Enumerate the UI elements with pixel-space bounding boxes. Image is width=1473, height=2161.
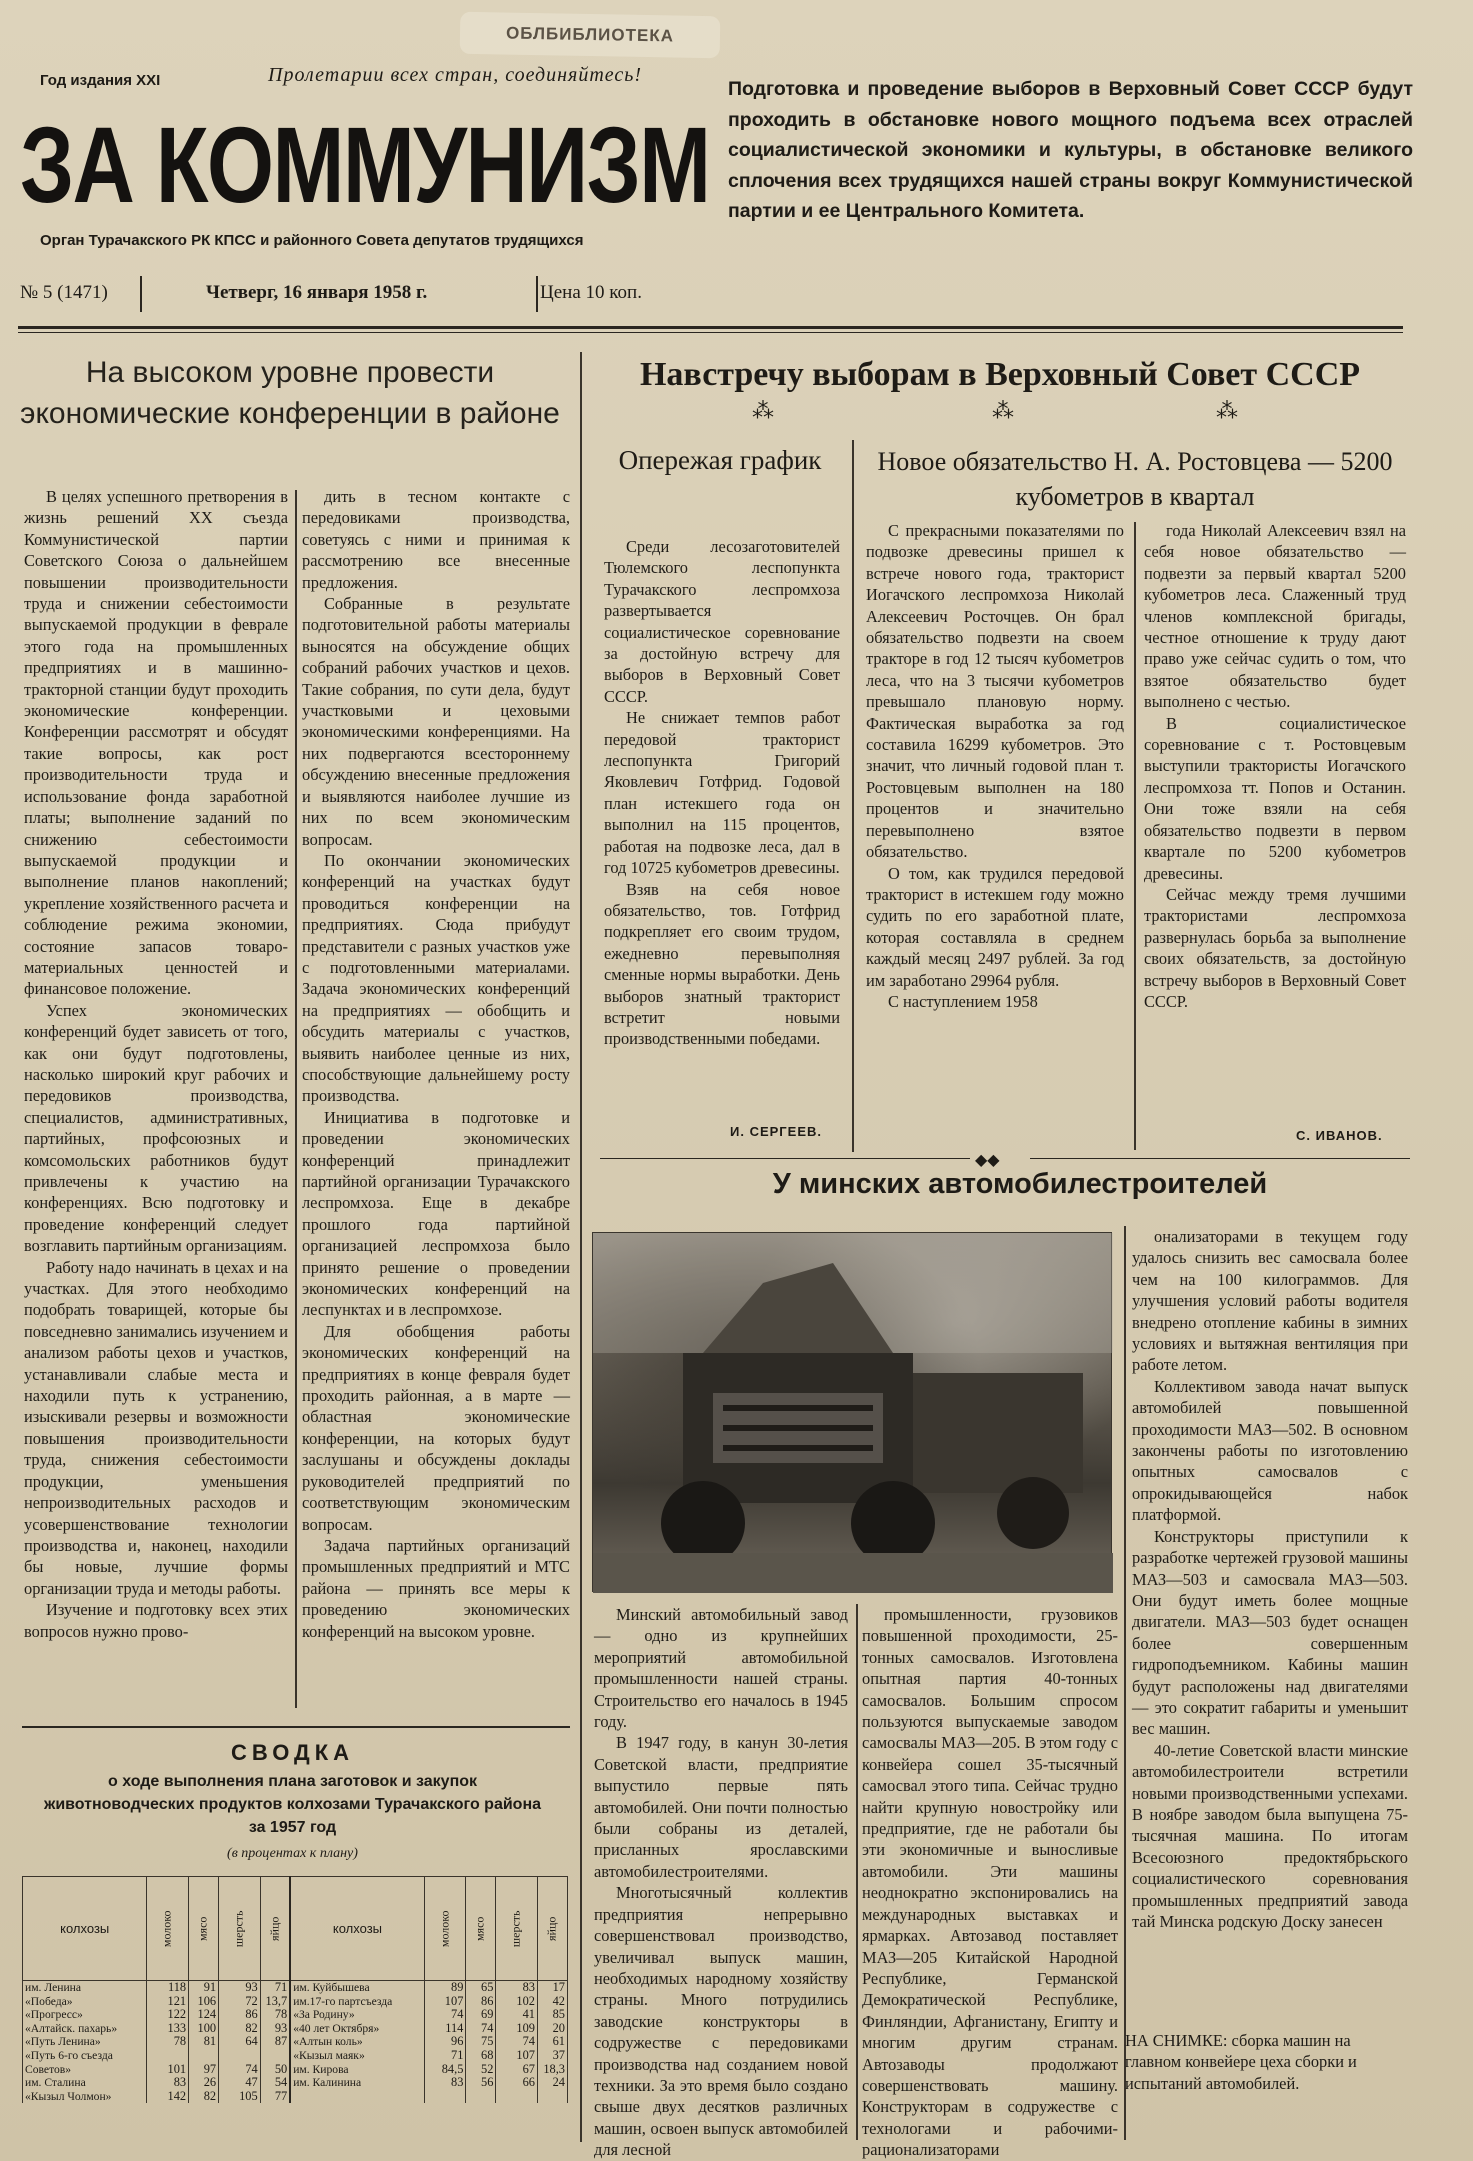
table-row — [23, 2090, 568, 2104]
table-cell: 124 — [189, 2008, 219, 2022]
table-cell: 54 — [260, 2076, 290, 2090]
truck-photo — [592, 1232, 1112, 1592]
paragraph: дить в тесном контакте с передовиками производства, советуясь с ними и принимая к рассмотрению все внесенные предложения. — [302, 487, 570, 592]
table-cell: 142 — [147, 2090, 189, 2104]
paragraph: Успех экономических конференций будет зависеть от того, как они будут подготовлены, насколько широкий круг рабочих и передовиков производства, специалистов, административных, партийных, профсоюзных и комсомольских работников будут привлечены к участию на конференциях. Всю подготовку и проведение конференций следует возглавить партийным организациям. — [24, 1000, 288, 1256]
table-cell: 107 — [424, 1995, 466, 2009]
table-cell: 118 — [147, 1981, 189, 1995]
table-cell: 109 — [496, 2022, 538, 2036]
table-cell: 75 — [466, 2035, 496, 2049]
svodka-rule — [22, 1726, 570, 1728]
table-cell: 71 — [260, 1981, 290, 1995]
table-cell: 121 — [147, 1995, 189, 2009]
table-cell: 20 — [538, 2022, 568, 2036]
table-cell — [260, 2049, 290, 2063]
minsk-article-title: У минских автомобилестроителей — [772, 1168, 1268, 1200]
table-cell: 100 — [189, 2022, 219, 2036]
farm-name: «Алтын коль» — [290, 2035, 424, 2049]
table-header: мясо — [466, 1877, 496, 1981]
table-cell: 81 — [189, 2035, 219, 2049]
minsk-col2 — [862, 1604, 1118, 2160]
paragraph: Взяв на себя новое обязательство, тов. Готфрид подкрепляет его своим трудом, ежедневно перевыполняя сменные нормы выработки. День выборов знатный тракторист встретит новыми производственными победами. — [604, 879, 840, 1049]
table-cell: 37 — [538, 2049, 568, 2063]
table-cell: 89 — [424, 1981, 466, 1995]
table-row — [23, 2063, 568, 2077]
paragraph: онализаторами в текущем году удалось снизить вес самосвала более чем на 100 килограммов. Для улучшения условий работы водителя внедрено отопление кабины в зимних условиях и вытяжная вентиляция при работе летом. — [1132, 1227, 1408, 1375]
table-cell: 72 — [219, 1995, 261, 2009]
table-cell: 47 — [219, 2076, 261, 2090]
truck-icon — [593, 1233, 1113, 1593]
paragraph: С наступлением 1958 — [888, 991, 1038, 1011]
star-ornament: ⁂ — [752, 398, 774, 423]
farm-name: «Прогресс» — [23, 2008, 147, 2022]
table-cell — [424, 2090, 466, 2104]
table-cell: 83 — [496, 1981, 538, 1995]
paragraph: По окончании экономических конференций на участках будут проводиться конференции на предприятиях. Сюда прибудут представители с разных участков уже с подготовленными материалами. Задача экономических конференций на предприятиях — обобщить и обсудить материалы с участков, выявить наиболее ценные из них, способствующие дальнейшему росту производства. — [302, 850, 570, 1106]
table-cell: 26 — [189, 2076, 219, 2090]
table-header: колхозы — [290, 1877, 424, 1981]
table-row — [23, 2008, 568, 2022]
photo-caption: НА СНИМКЕ: сборка машин на главном конвейере цеха сборки и испытаний автомобилей. — [1125, 2031, 1357, 2093]
issue-date: Четверг, 16 января 1958 г. — [206, 282, 428, 303]
table-header: шерсть — [496, 1877, 538, 1981]
farm-name: им. Ленина — [23, 1981, 147, 1995]
table-cell — [219, 2049, 261, 2063]
section-rule — [1030, 1158, 1410, 1159]
table-cell: 107 — [496, 2049, 538, 2063]
column-rule — [1134, 522, 1136, 1150]
table-cell: 41 — [496, 2008, 538, 2022]
table-cell: 102 — [496, 1995, 538, 2009]
paragraph: Коллективом завода начат выпуск автомобилей повышенной проходимости МАЗ—502. В основном закончены работы по изготовлению опытных самосвалов с опрокидывающейся набок платформой. — [1132, 1376, 1408, 1525]
farm-name: им. Сталина — [23, 2076, 147, 2090]
issue-info-bar — [20, 276, 1410, 316]
paragraph: Минский автомобильный завод — одно из крупнейших мероприятий автомобильной промышленности нашей страны. Строительство его началось в 1945 году. — [594, 1605, 848, 1732]
column-rule — [1124, 1226, 1126, 2140]
article2-author: С. ИВАНОВ. — [1296, 1128, 1383, 1143]
table-cell: 93 — [219, 1981, 261, 1995]
table-cell: 56 — [466, 2076, 496, 2090]
masthead-slogan: Подготовка и проведение выборов в Верховный Совет СССР будут проходить в обстановке нового мощного подъема всех отраслей социалистической экономики и культуры, в обстановке великого сплочения всех трудящихся нашей страны вокруг Коммунистической партии и ее Центрального Комитета. — [728, 78, 1413, 222]
table-header: яйцо — [538, 1877, 568, 1981]
table-row — [23, 2076, 568, 2090]
table-cell — [538, 2090, 568, 2104]
table-cell: 78 — [147, 2035, 189, 2049]
elections-section-title: Навстречу выборам в Верховный Совет СССР — [639, 356, 1361, 393]
paragraph: промышленности, грузовиков повышенной проходимости, 25-тонных самосвалов. Изготовлена опытная партия 40-тонных самосвалов. Большим спросом пользуются выпускаемые заводом самосвалы МАЗ—205. В этом году с конвейера сошел 35-тысячный самосвал этого типа. Сейчас трудно найти крупную новостройку или предприятие, где не работали бы эти экономичные и выносливые автомобили. Эти машины неоднократно экспонировались на международных выставках и ярмарках. Автозавод поставляет МАЗ—205 Китайской Народной Республике, Германской Демократической Республике, Финляндии, Афганистану, Египту и многим другим странам. Автозаводы продолжают совершенствовать машину. Конструкторам в содружестве с технологами и рабочими-рационализаторами — [862, 1605, 1118, 2160]
paragraph: Не снижает темпов работ передовой тракторист леспопункта Григорий Яковлевич Готфрид. Годовой план истекшего года он выполнил на 115 процентов, работая на подвозке леса, дал в год 10725 кубометров древесины. — [604, 708, 840, 878]
left-article-col2 — [302, 486, 570, 1712]
table-cell: 83 — [424, 2076, 466, 2090]
table-cell: 68 — [466, 2049, 496, 2063]
table-header: молоко — [147, 1877, 189, 1981]
table-cell: 74 — [466, 2022, 496, 2036]
table-cell: 18,3 — [538, 2063, 568, 2077]
paragraph: С прекрасными показателями по подвозке древесины пришел к встрече нового года, тракторист Иогачского леспромхоза Николай Алексеевич Росточцев. Он брал обязательство подвезти на своем тракторе в год 12 тысяч кубометров леса, что на 3 тысячи кубометров превышало плановую норму. Фактическая выработка за год составила 16299 кубометров. Это значит, что личный годовой план т. Ростовцевым выполнен на 180 процентов и значительно перевыполнено взятое обязательство. — [866, 521, 1124, 862]
farm-name — [290, 2090, 424, 2104]
farm-name: «40 лет Октября» — [290, 2022, 424, 2036]
farm-name: Советов» — [23, 2063, 147, 2077]
paragraph: Задача партийных организаций промышленных предприятий и МТС района — принять все меры к проведению экономических конференций на высоком уровне. — [302, 1535, 570, 1641]
farm-name: «Победа» — [23, 1995, 147, 2009]
article2-col1 — [866, 520, 1124, 1150]
table-cell: 82 — [189, 2090, 219, 2104]
table-cell: 105 — [219, 2090, 261, 2104]
svodka-note: (в процентах к плану) — [227, 1846, 358, 1861]
farm-name: им.17-го партсъезда — [290, 1995, 424, 2009]
table-cell: 66 — [496, 2076, 538, 2090]
table-cell: 82 — [219, 2022, 261, 2036]
paragraph: Многотысячный коллектив предприятия непрерывно совершенствовал производство, увеличивал выпуск машин, необходимых народному хозяйству страны. Много потрудились заводские конструкторы в содружестве с передовиками производства над созданием новой техники. За это время было создано свыше двух десятков различных машин, освоен выпуск автомобилей для лесной — [594, 1883, 848, 2160]
table-cell: 114 — [424, 2022, 466, 2036]
table-cell: 17 — [538, 1981, 568, 1995]
divider-ornament: ◆◆ — [975, 1152, 1000, 1169]
table-cell: 24 — [538, 2076, 568, 2090]
paragraph: Изучение и подготовку всех этих вопросов нужно прово- — [24, 1600, 288, 1641]
masthead-rule — [18, 326, 1403, 329]
table-cell: 85 — [538, 2008, 568, 2022]
organ-line: Орган Турачакского РК КПСС и районного Совета депутатов трудящихся — [40, 232, 584, 249]
column-rule — [856, 1604, 858, 2140]
motto: Пролетарии всех стран, соединяйтесь! — [268, 64, 643, 86]
article2-col2 — [1144, 520, 1406, 1132]
table-cell: 61 — [538, 2035, 568, 2049]
table-cell: 86 — [466, 1995, 496, 2009]
table-cell: 13,7 — [260, 1995, 290, 2009]
table-cell: 86 — [219, 2008, 261, 2022]
table-cell: 96 — [424, 2035, 466, 2049]
table-cell: 52 — [466, 2063, 496, 2077]
table-cell — [496, 2090, 538, 2104]
article1-author: И. СЕРГЕЕВ. — [730, 1124, 823, 1139]
table-cell: 74 — [219, 2063, 261, 2077]
table-header: мясо — [189, 1877, 219, 1981]
table-cell: 77 — [260, 2090, 290, 2104]
paragraph: года Николай Алексеевич взял на себя новое обязательство — подвезти за первый квартал 5200 кубометров леса. Слаженный труд членов комплексной бригады, честное отношение к труду дают право уже сейчас судить о том, что взятое обязательство будет выполнено с честью. — [1144, 521, 1406, 712]
svodka-table — [22, 1876, 568, 2116]
paragraph: Собранные в результате подготовительной работы материалы выносятся на обсуждение общих собраний рабочих участков и цехов. Такие собрания, по сути дела, будут участковыми и цеховыми экономическими конференциями. На них подвергаются всестороннему обсуждению внесенные предложения и выявляются наиболее лучшие из них по всем экономическим вопросам. — [302, 594, 570, 849]
left-article-col1 — [24, 486, 288, 1712]
issue-price: Цена 10 коп. — [540, 282, 642, 303]
table-cell: 91 — [189, 1981, 219, 1995]
table-cell — [147, 2049, 189, 2063]
star-ornament: ⁂ — [1216, 398, 1238, 423]
table-row — [23, 2049, 568, 2063]
table-row — [23, 1981, 568, 1995]
table-cell: 106 — [189, 1995, 219, 2009]
table-cell — [466, 2090, 496, 2104]
table-cell: 74 — [496, 2035, 538, 2049]
column-rule — [852, 440, 854, 1152]
table-header: молоко — [424, 1877, 466, 1981]
section-stars — [600, 398, 1400, 422]
star-ornament: ⁂ — [992, 398, 1014, 423]
table-cell: 133 — [147, 2022, 189, 2036]
farm-name: «Путь Ленина» — [23, 2035, 147, 2049]
main-column-rule — [580, 352, 582, 2142]
article2-title: Новое обязательство Н. А. Ростовцева — 5200 кубометров в квартал — [877, 447, 1393, 511]
farm-name: «Кызыл Чолмон» — [23, 2090, 147, 2104]
paragraph: Среди лесозаготовителей Тюлемского леспопункта Турачакского леспромхоза развертывается социалистическое соревнование за достойную встречу для выборов в Верховный Совет СССР. — [604, 537, 840, 706]
table-row — [23, 2022, 568, 2036]
table-row — [23, 1995, 568, 2009]
library-stamp: ОБЛБИБЛИОТЕКА — [460, 12, 721, 59]
paragraph: Для обобщения работы экономических конференций на предприятиях в конце февраля будет проходить районная, а в марте — областная экономические конференции, на которых будут заслушаны и обсуждены доклады руководителей предприятий по соответствующим экономическим вопросам. — [302, 1321, 570, 1534]
farm-name: «Алтайск. пахарь» — [23, 2022, 147, 2036]
minsk-col3 — [1132, 1226, 1408, 2026]
table-cell: 65 — [466, 1981, 496, 1995]
section-rule — [600, 1158, 970, 1159]
table-row — [23, 2035, 568, 2049]
article1-title: Опережая график — [618, 445, 822, 475]
paragraph: Конструкторы приступили к разработке чертежей грузовой машины МАЗ—503 и самосвала МАЗ—503. Они будут иметь более мощные двигатели. МАЗ—503 будет оснащен более совершенным гидроподъемником. Кабины машин будут расположены над двигателями — это сократит габариты и уменьшит вес машин. — [1132, 1526, 1408, 1739]
table-cell: 67 — [496, 2063, 538, 2077]
svodka-subtitle: о ходе выполнения плана заготовок и закупок животноводческих продуктов колхозами Турачакского района за 1957 год — [43, 1773, 542, 1836]
left-article-title: На высоком уровне провести экономические конференции в районе — [20, 356, 560, 430]
table-cell: 74 — [424, 2008, 466, 2022]
year-of-publication: Год издания XXI — [40, 72, 161, 89]
column-rule — [295, 490, 297, 1708]
table-cell: 42 — [538, 1995, 568, 2009]
minsk-col1 — [594, 1604, 848, 2160]
paragraph: 40-летие Советской власти минские автомобилестроители встретили новыми производственными успехами. В ноябре заводом была выпущена 75-тысячная машина. По итогам Всесоюзного предоктябрьского социалистического соревнования промышленных предприятий завода тай Минска родскую Доску занесен — [1132, 1740, 1408, 1931]
table-cell: 69 — [466, 2008, 496, 2022]
paragraph: В целях успешного претворения в жизнь решений XX съезда Коммунистической партии Советского Союза о дальнейшем повышении производительности труда и снижении себестоимости выпускаемой продукции в феврале этого года на промышленных предприятиях и в машинно-тракторной станции будут проходить экономические конференции. Конференции рассмотрят и обсудят такие вопросы, как рост производительности труда и использование фонда заработной платы; выполнение заданий по снижению себестоимости выпускаемой продукции и выполнение планов накоплений; укрепление хозяйственного расчета и соблюдение режима экономии, состояние запасов товаро-материальных ценностей и финансовое положение. — [24, 487, 288, 999]
table-header: колхозы — [23, 1877, 147, 1981]
table-header: яйцо — [260, 1877, 290, 1981]
table-cell: 122 — [147, 2008, 189, 2022]
paragraph: Работу надо начинать в цехах и на участках. Для этого необходимо подобрать товарищей, которые бы повседневно занимались изучением и анализом работы цехов и участков, устанавливали слабые места и находили путь к устранению, изыскивали резервы и возможности повышения производительности труда, снижения себестоимости продукции, уменьшения непроизводительных расходов и усовершенствование технологии производства и, наконец, находили бы новые, лучшие формы организации труда и методы работы. — [24, 1257, 288, 1598]
table-cell: 83 — [147, 2076, 189, 2090]
article1-body — [604, 536, 840, 1106]
table-cell: 50 — [260, 2063, 290, 2077]
table-cell: 71 — [424, 2049, 466, 2063]
table-cell: 84,5 — [424, 2063, 466, 2077]
masthead-rule-thin — [18, 332, 1403, 333]
paragraph: В 1947 году, в канун 30-летия Советской власти, предприятие выпустило первые пять автомобилей. Они почти полностью были собраны из деталей, присланных ярославскими автомобилестроителями. — [594, 1733, 848, 1881]
table-cell: 97 — [189, 2063, 219, 2077]
paragraph: О том, как трудился передовой тракторист в истекшем году можно судить по его заработной плате, которая составляла в среднем каждый месяц 2497 рублей. За год им заработано 29964 рубля. — [866, 863, 1124, 990]
newspaper-title: ЗА КОММУНИЗМ — [20, 104, 710, 225]
paragraph: Инициатива в подготовке и проведении экономических конференций принадлежит партийной организации Турачакского леспромхоза. Еще в декабре прошлого года партийной организацией леспромхоза было принято решение о проведении экономических конференций на леспунктах и в леспромхозе. — [302, 1107, 570, 1320]
svodka-title: СВОДКА — [230, 1740, 355, 1765]
table-cell: 64 — [219, 2035, 261, 2049]
farm-name: «Путь 6-го съезда — [23, 2049, 147, 2063]
table-cell: 101 — [147, 2063, 189, 2077]
table-cell: 87 — [260, 2035, 290, 2049]
farm-name: им. Куйбышева — [290, 1981, 424, 1995]
table-cell: 93 — [260, 2022, 290, 2036]
issue-number: № 5 (1471) — [20, 282, 108, 303]
table-cell — [189, 2049, 219, 2063]
paragraph: Сейчас между тремя лучшими трактористами леспромхоза развернулась борьба за выполнение своих обязательств, за достойную встречу выборов в Верховный Совет СССР. — [1144, 884, 1406, 1011]
table-cell: 78 — [260, 2008, 290, 2022]
farm-name: им. Кирова — [290, 2063, 424, 2077]
table-header: шерсть — [219, 1877, 261, 1981]
farm-name: им. Калинина — [290, 2076, 424, 2090]
farm-name: «За Родину» — [290, 2008, 424, 2022]
farm-name: «Кызыл маяк» — [290, 2049, 424, 2063]
paragraph: В социалистическое соревнование с т. Ростовцевым выступили трактористы Иогачского леспромхоза тт. Попов и Останин. Они тоже взяли на себя обязательство подвезти в первом квартале по 5200 кубометров древесины. — [1144, 713, 1406, 883]
